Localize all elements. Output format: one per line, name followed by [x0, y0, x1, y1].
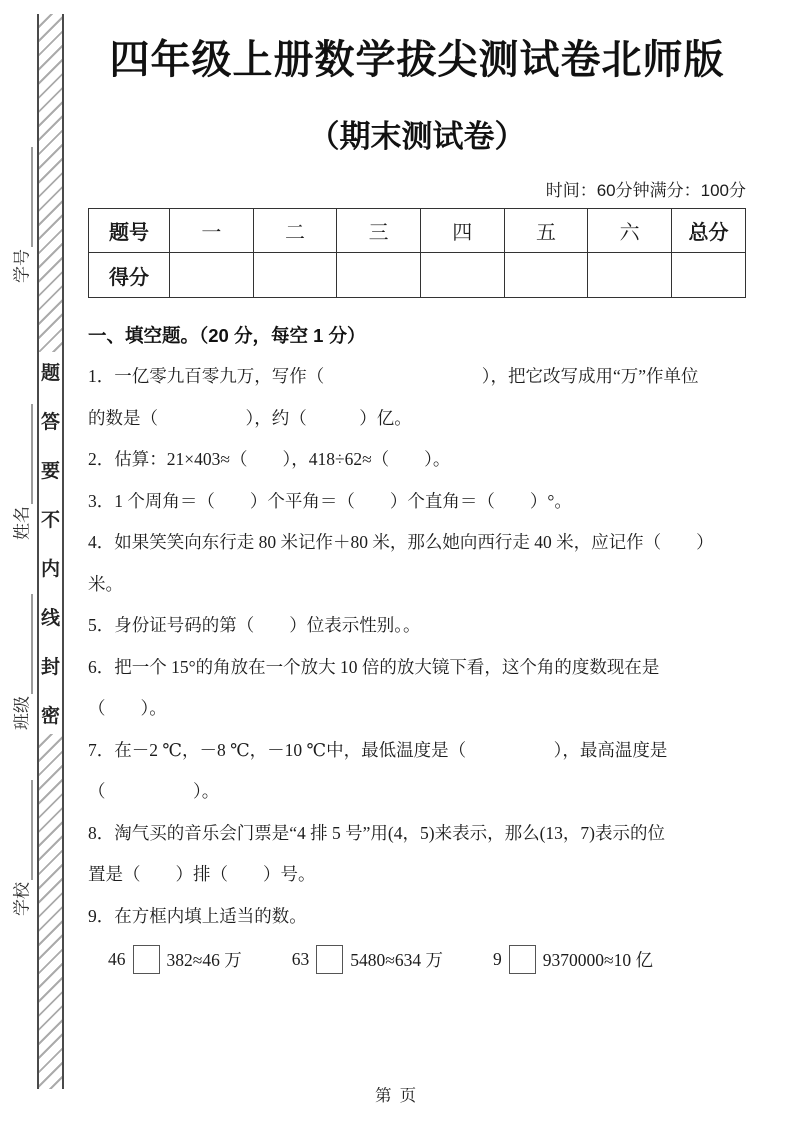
score-empty-cell [504, 253, 588, 298]
score-table-header-cell: 四 [420, 209, 504, 253]
equation-prefix: 46 [108, 948, 126, 969]
seal-char: 不 [40, 510, 60, 531]
blank-underline [32, 594, 33, 694]
paper-subtitle: （期末测试卷） [308, 119, 526, 154]
score-table-header-cell: 六 [588, 209, 672, 253]
seal-hatch-bottom [39, 734, 62, 1089]
question-1-line: 1．一亿零九百零九万，写作（ ），把它改写成用“万”作单位 [88, 366, 699, 386]
score-empty-cell [253, 253, 337, 298]
label-text: 姓名 [12, 506, 32, 540]
student-info-label [8, 147, 33, 283]
answer-box [316, 945, 343, 974]
score-table-score-row [89, 253, 746, 298]
equation-prefix: 9 [492, 948, 502, 969]
fill-box-equation [108, 945, 242, 974]
seal-line-band [37, 14, 64, 1089]
answer-box [509, 945, 536, 974]
seal-line-text [39, 352, 62, 734]
score-table-header-cell: 题号 [89, 209, 170, 253]
equation-suffix: 5480≈634 万 [350, 949, 443, 970]
seal-char: 题 [40, 363, 60, 384]
question-8-line: 置是（ ）排（ ）号。 [88, 864, 316, 884]
seal-char: 线 [40, 608, 60, 629]
question-8-line: 8．淘气买的音乐会门票是“4 排 5 号”用(4，5)来表示，那么(13，7)表示的位 [88, 822, 665, 843]
question-4-line: 米。 [88, 573, 123, 594]
question-list [88, 356, 746, 937]
question-5-line: 5．身份证号码的第（ ）位表示性别。。 [88, 615, 421, 635]
question-7-line: （ ）。 [88, 781, 220, 801]
label-text: 班级 [12, 696, 32, 730]
score-table-header-cell: 三 [337, 209, 421, 253]
score-empty-cell [672, 253, 746, 298]
blank-underline [32, 147, 33, 247]
question-7-line: 7．在－2 ℃，－8 ℃，－10 ℃中，最低温度是（ ），最高温度是 [88, 739, 668, 760]
page-footer: 第 页 [374, 1086, 419, 1105]
question-6-line: 6．把一个 15°的角放在一个放大 10 倍的放大镜下看，这个角的度数现在是 [88, 656, 660, 677]
equation-suffix: 382≈46 万 [166, 949, 242, 970]
seal-char: 内 [40, 559, 60, 580]
equation-suffix: 9370000≈10 亿 [542, 949, 653, 970]
seal-char: 密 [40, 706, 60, 727]
question-3-line: 3．1 个周角＝（ ）个平角＝（ ）个直角＝（ ）°。 [88, 490, 572, 511]
score-empty-cell [170, 253, 254, 298]
fill-box-equation [493, 945, 653, 974]
score-empty-cell [588, 253, 672, 298]
student-info-label [8, 594, 33, 730]
blank-underline [32, 404, 33, 504]
section-heading: 一、填空题。（20 分，每空 1 分） [88, 325, 366, 346]
blank-underline [32, 780, 33, 880]
question-9-line: 9．在方框内填上适当的数。 [88, 905, 307, 926]
score-table [88, 208, 746, 298]
score-table-header-row [89, 209, 746, 253]
question-2-line: 2．估算：21×403≈（ ），418÷62≈（ ）。 [88, 449, 451, 469]
equation-prefix: 63 [291, 948, 310, 969]
seal-char: 答 [40, 412, 60, 433]
student-info-label [8, 780, 33, 916]
fill-box-equations [88, 938, 746, 980]
question-4-line: 4．如果笑笑向东行走 80 米记作＋80 米，那么她向西行走 40 米，应记作（ ） [88, 532, 714, 552]
score-table-header-cell: 总分 [672, 209, 746, 253]
answer-box [133, 945, 160, 974]
student-info-label [8, 404, 33, 540]
score-table-header-cell: 五 [504, 209, 588, 253]
seal-hatch-top [39, 14, 62, 352]
score-table-header-cell: 二 [253, 209, 337, 253]
score-empty-cell [337, 253, 421, 298]
seal-char: 要 [40, 461, 60, 482]
score-table-header-cell: 一 [170, 209, 254, 253]
label-text: 学校 [12, 882, 32, 916]
score-empty-cell [420, 253, 504, 298]
fill-box-equation [292, 945, 443, 974]
paper-content [88, 0, 746, 980]
paper-title: 四年级上册数学拔尖测试卷北师版 [109, 38, 725, 82]
question-1-line: 的数是（ ），约（ ）亿。 [88, 407, 412, 428]
seal-char: 封 [40, 657, 60, 678]
score-label-cell: 得分 [89, 253, 170, 298]
label-text: 学号 [12, 249, 32, 283]
time-and-score-info: 时间：60分钟满分：100分 [545, 181, 746, 200]
question-6-line: （ ）。 [88, 698, 167, 718]
